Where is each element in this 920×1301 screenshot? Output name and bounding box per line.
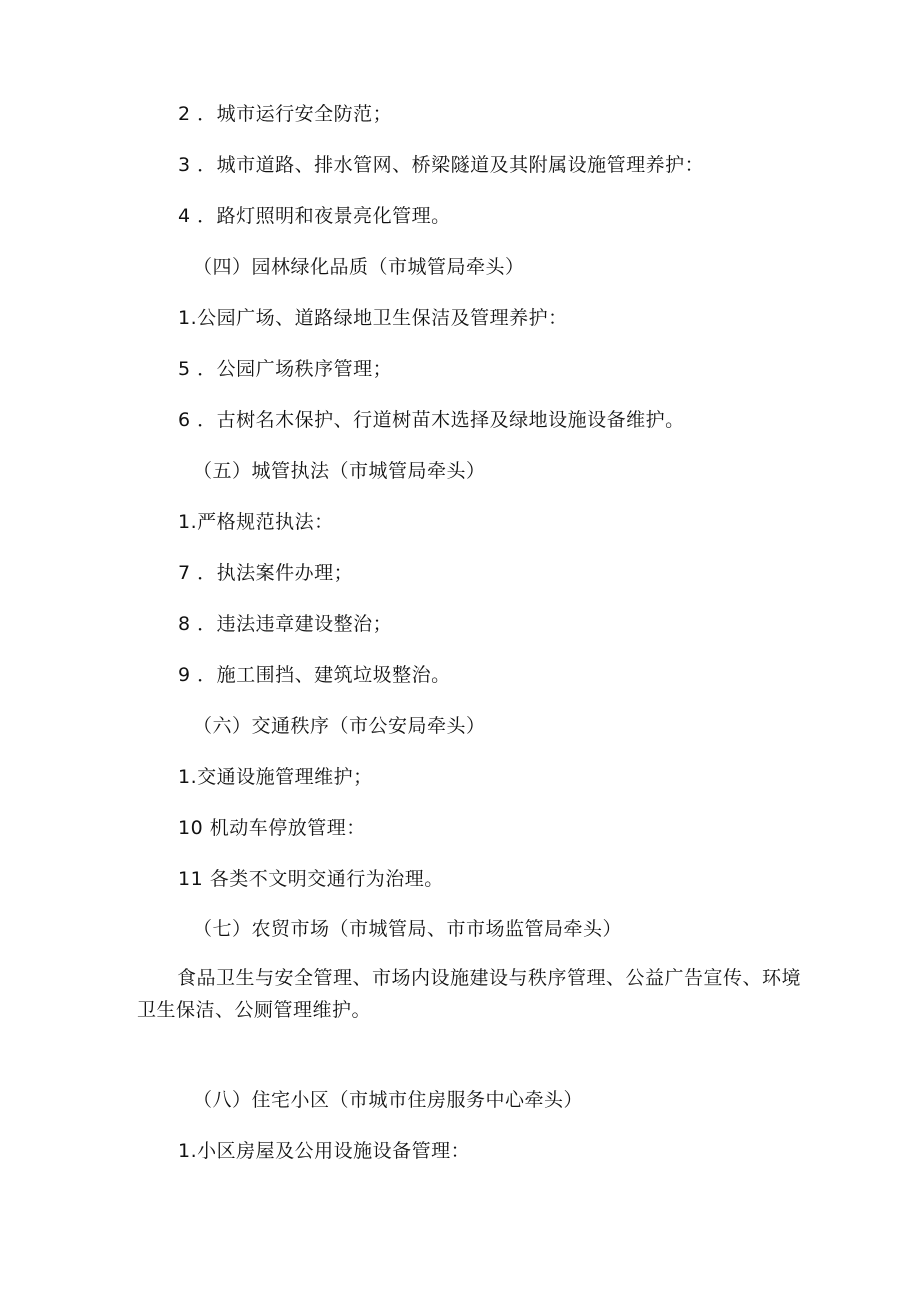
list-item: 5 ．公园广场秩序管理； (178, 358, 393, 380)
list-item: 7 ．执法案件办理； (178, 562, 354, 584)
list-item: 10 机动车停放管理： (178, 817, 366, 839)
section-heading: （五）城管执法（市城管局牵头） (193, 460, 486, 482)
section-heading: （八）住宅小区（市城市住房服务中心牵头） (193, 1089, 584, 1111)
list-item: 6 ．古树名木保护、行道树苗木选择及绿地设施设备维护。 (178, 409, 685, 431)
section-heading: （七）农贸市场（市城管局、市市场监管局牵头） (193, 918, 623, 940)
body-paragraph: 食品卫生与安全管理、市场内设施建设与秩序管理、公益广告宣传、环境卫生保洁、公厕管理维护。 (137, 967, 802, 1021)
list-item: 11 各类不文明交通行为治理。 (178, 868, 444, 890)
list-item: 3 ．城市道路、排水管网、桥梁隧道及其附属设施管理养护： (178, 154, 705, 176)
section-heading: （六）交通秩序（市公安局牵头） (193, 715, 486, 737)
list-item: 9 ．施工围挡、建筑垃圾整治。 (178, 664, 451, 686)
list-item: 2 ．城市运行安全防范； (178, 103, 393, 125)
section-heading: （四）园林绿化品质（市城管局牵头） (193, 256, 525, 278)
list-item: 4 ．路灯照明和夜景亮化管理。 (178, 205, 451, 227)
list-item: 1.公园广场、道路绿地卫生保洁及管理养护： (178, 307, 568, 329)
list-item: 1.严格规范执法： (178, 511, 334, 533)
list-item: 8 ．违法违章建设整治； (178, 613, 393, 635)
list-item: 1.交通设施管理维护； (178, 766, 373, 788)
list-item: 1.小区房屋及公用设施设备管理： (178, 1140, 471, 1162)
